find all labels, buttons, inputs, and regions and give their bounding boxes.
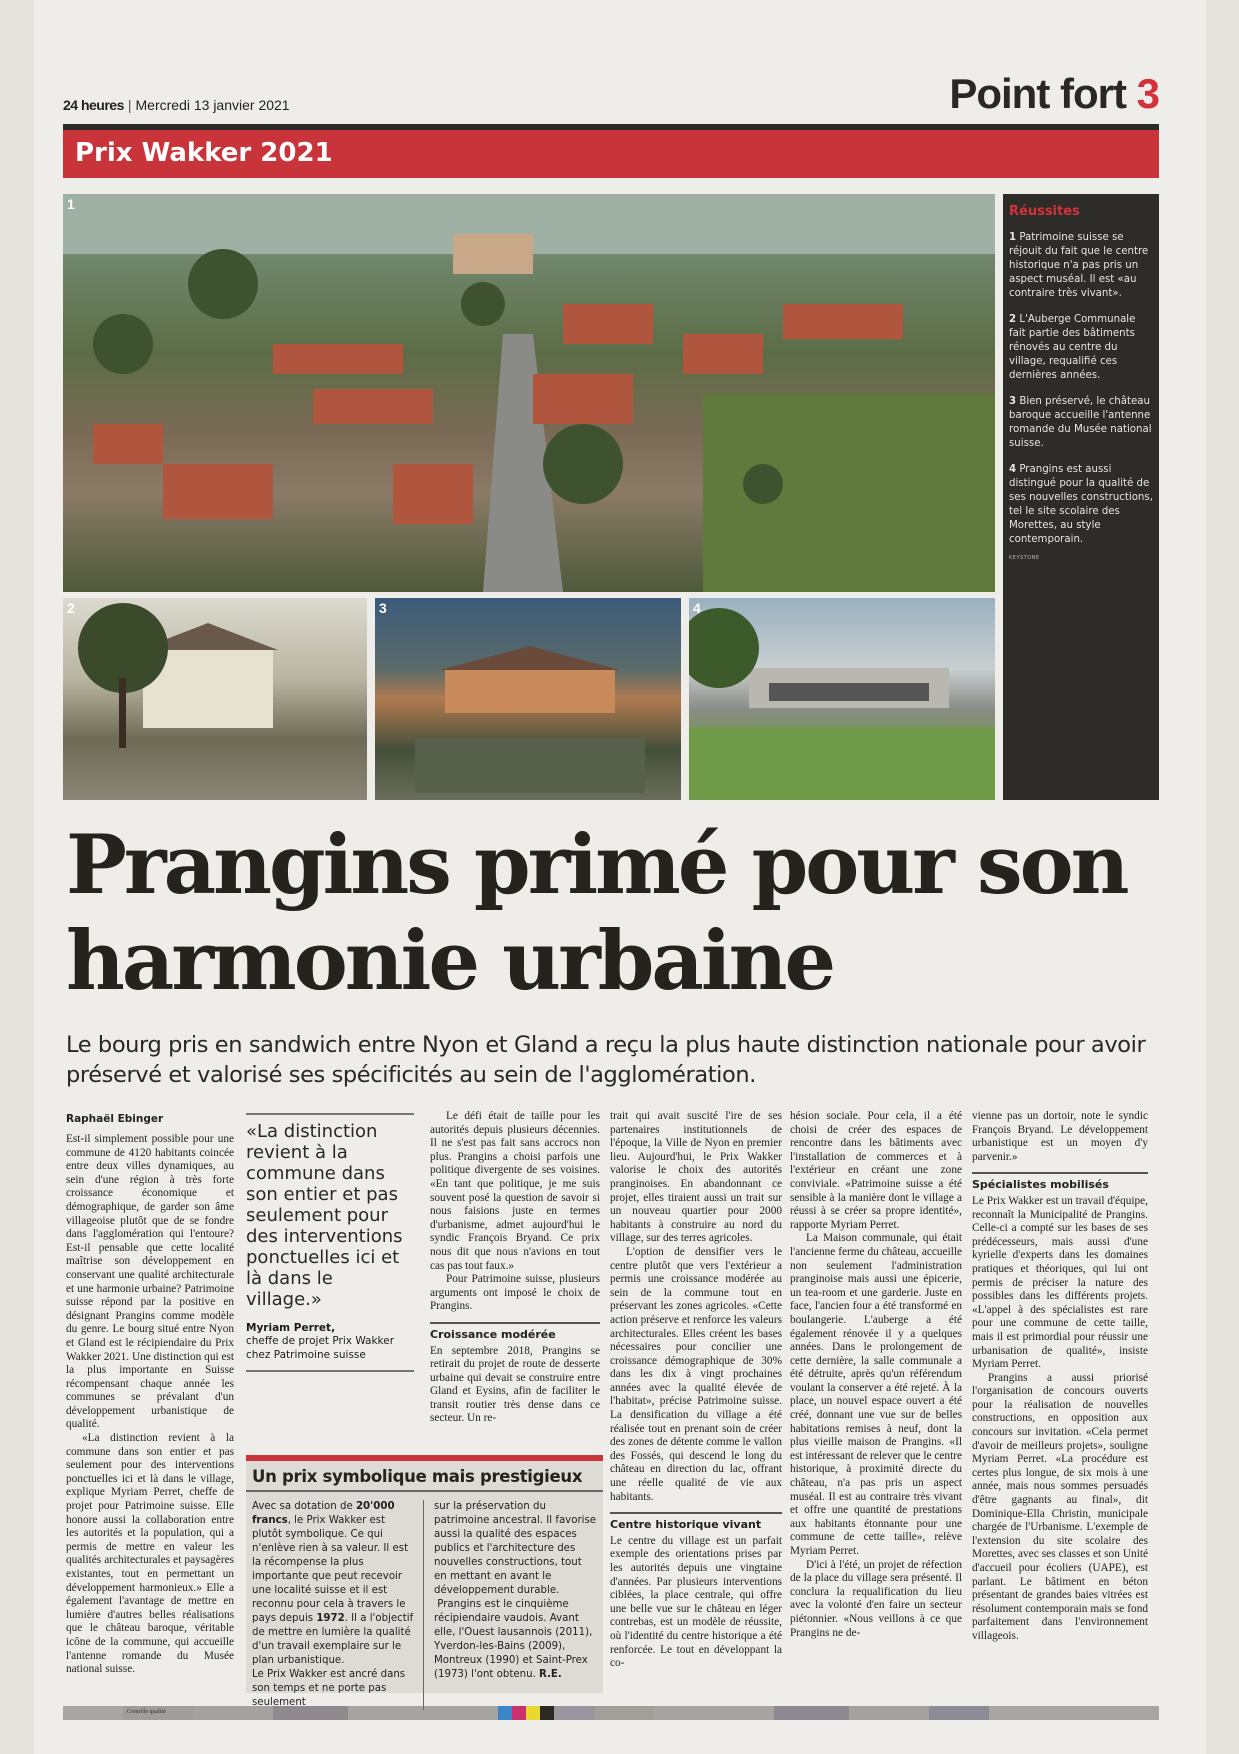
photo-number: 4	[693, 600, 701, 616]
chateau	[453, 234, 533, 274]
paragraph: D'ici à l'été, un projet de réfection de la place du village sera présenté. Il conclura la requalification du lieu avec la volonté d'en faire un secteur piétonnier. «Nous veillons à ce que Prangins ne de-	[790, 1558, 962, 1639]
item-text: Patrimoine suisse se réjouit du fait que le centre historique n'a pas pris un aspect muséal. Il est «au contraire très vivant».	[1009, 232, 1149, 299]
box-amount: 20'000 francs	[252, 1501, 395, 1526]
item-number: 2	[1009, 314, 1017, 325]
issue-date: Mercredi 13 janvier 2021	[135, 97, 290, 113]
paragraph: «La distinction revient à la commune dans son entier et pas seulement pour des interventions ponctuelles ici et là dans le village, explique Myriam Perret, cheffe de projet pour Patrimoine suisse. Elle honore aussi la collaboration entre les autorités et la population, qui a permis de mettre en valeur les qualités architecturales et paysagères existantes, tout en permettant un développement harmonieux.» Elle a également l'avantage de mettre en lumière d'autres belles réalisations que le château baroque, véritable icône de la commune, qui accueille l'antenne romande du Musée national suisse.	[66, 1432, 234, 1676]
headline: Prangins primé pour son harmonie urbaine	[66, 818, 1127, 1009]
photo-number: 2	[67, 600, 75, 616]
strip-segment	[654, 1706, 774, 1720]
aerial-illustration	[63, 194, 995, 592]
tree	[689, 608, 759, 688]
paragraph: Le centre du village est un parfait exemple des orientations prises par les autorités depuis une vingtaine d'années. Par plusieurs interventions ciblées, la place centrale, qui offre une belle vue sur le château en léger contrebas, est un modèle de réussite, où l'identité du centre historique a été renforcée. Le tout en développant la co-	[610, 1534, 782, 1670]
box-text: Le Prix Wakker est ancré dans son temps et ne porte pas seulement	[252, 1669, 406, 1708]
box-column-right	[434, 1500, 597, 1710]
box-column-left	[252, 1500, 424, 1710]
strip-segment	[929, 1706, 989, 1720]
column-3	[430, 1110, 600, 1426]
sidebar-item	[1009, 313, 1153, 383]
school-illustration	[689, 598, 995, 800]
box-year: 1972	[316, 1613, 345, 1624]
byline: Raphaël Ebinger	[66, 1113, 164, 1125]
chateau-illustration	[375, 598, 681, 800]
box-text: , le Prix Wakker est plutôt symbolique. Ce qui n'enlève rien à sa valeur. Il est la récompense la plus importante que peut recevoir une localité suisse et il est reconnu pour cela à travers le pays depuis	[252, 1515, 409, 1624]
page-number: 3	[1136, 70, 1159, 117]
photo-aerial-village	[63, 194, 995, 592]
photo-auberge	[63, 598, 367, 800]
item-number: 4	[1009, 464, 1017, 475]
chateau-roof	[440, 646, 620, 670]
column-4	[610, 1110, 782, 1671]
section-title	[949, 70, 1159, 118]
item-text: L'Auberge Communale fait partie des bâtiments rénovés au centre du village, requalifié ces dernières années.	[1009, 314, 1136, 381]
item-number: 3	[1009, 396, 1017, 407]
photo-credit: KEYSTONE	[1009, 555, 1040, 561]
item-number: 1	[1009, 232, 1017, 243]
box-text: . Il a l'objectif de mettre en lumière la qualité d'un travail exemplaire sur le plan urbanistique.	[252, 1613, 414, 1666]
garden	[415, 738, 645, 793]
section-name: Point fort	[949, 70, 1126, 117]
quote-role: cheffe de projet Prix Wakker chez Patrimoine suisse	[246, 1335, 395, 1361]
control-label: Contrôle qualité	[123, 1706, 193, 1720]
photo-chateau	[375, 598, 681, 800]
color-control-strip	[63, 1706, 1159, 1720]
strip-segment	[849, 1706, 929, 1720]
photo-number: 1	[67, 196, 75, 212]
sidebar-title: Réussites	[1009, 204, 1080, 219]
paragraph: En septembre 2018, Prangins se retirait du projet de route de desserte urbaine qui devait se construire entre Gland et Eysins, afin de faciliter le transit routier très dense dans ce secteur. Un re-	[430, 1344, 600, 1425]
paragraph: trait qui avait suscité l'ire de ses partenaires institutionnels de l'époque, la Ville de Nyon en premier lieu. Aujourd'hui, le Prix Wakker valorise le choix des autorités pranginoises. En abandonnant ce projet, elles tiraient aussi un trait sur un nouveau quartier pour 2000 habitants à construire au nord du village, sur des terres agricoles.	[610, 1110, 782, 1245]
chateau-facade	[445, 668, 615, 713]
sidebar-item	[1009, 231, 1153, 301]
school-windows	[769, 683, 929, 701]
paragraph: La Maison communale, qui était l'ancienne ferme du château, accueille non seulement l'administration pranginoise mais aussi une épicerie, un tea-room et une garderie. Juste en face, l'ancien four a été transformé en boulangerie. L'auberge a été également rénovée il y a quelques années. Dans le prolongement de cette dernière, la salle communale a été détruite, après qu'un référendum voulant la conserver a été rejeté. À la place, un nouvel espace ouvert a été créé, donnant une vue sur de belles habitations remises à neuf, dont la plus vieille maison de Prangins. «Il est intéressant de relever que le centre historique, à proximité directe du château, n'a pas pris un aspect muséal. Il est au contraire très vivant et offre une quantité de prestations aux habitants étonnante pour une commune de cette taille», relève Myriam Perret.	[790, 1232, 962, 1557]
paragraph: Le défi était de taille pour les autorités depuis plusieurs décennies. Il ne s'est pas fait sans accrocs non plus. Prangins a choisi parfois une politique divergente de ses voisines. «En tant que politique, je me suis souvent posé la question de savoir si nous faisions juste en termes d'urbanisme, admet aujourd'hui le syndic François Bryand. Ce prix nous dit que nous n'avions en tout cas pas tout faux.»	[430, 1110, 600, 1272]
paragraph: L'option de densifier vers le centre plutôt que vers l'extérieur a permis une croissance modérée au sein de la commune tout en préservant les zones agricoles. «Cette action préserve et renforce les valeurs architecturales. Elles créent les bases nécessaires pour concilier une croissance démographique de 30% dans les dix à vingt prochaines années avec la qualité élevée de l'habitat», précise Patrimoine suisse. La densification du village a été réalisée tout en prenant soin de créer des zones de détente comme le vallon des Fossés, qui descend le long du château en direction du lac, offrant une réelle qualité de vie aux habitants.	[610, 1245, 782, 1503]
sidebar-item	[1009, 395, 1153, 451]
strip-segment	[594, 1706, 654, 1720]
paragraph: Le Prix Wakker est un travail d'équipe, reconnaît la Municipalité de Prangins. Celle-ci a compté sur les bases de ses prédécesseurs, mais aussi d'une kyrielle d'experts dans les domaines pratiques et théoriques, qui lui ont permis de préciser la nature des possibles dans les différents projets. «L'appel à des spécialistes est rare pour une commune de cette taille, mais il est primordial pour réussir une urbanisation de qualité», insiste Myriam Perret.	[972, 1194, 1148, 1371]
photo-morettes-school	[689, 598, 995, 800]
kicker-band	[63, 130, 1159, 178]
item-text: Prangins est aussi distingué pour la qualité de ses nouvelles constructions, tel le site scolaire des Morettes, au style contemporain.	[1009, 464, 1153, 545]
item-text: Bien préservé, le château baroque accueille l'antenne romande du Musée national suisse.	[1009, 396, 1152, 449]
box-text: sur la préservation du patrimoine ancestral. Il favorise aussi la qualité des espaces publics et l'architecture des nouvelles constructions, tout en mettant en avant le développement durable.	[434, 1501, 597, 1596]
photo-number: 3	[379, 600, 387, 616]
paragraph: hésion sociale. Pour cela, il a été choisi de créer des espaces de rencontre dans les bâtiments avec l'installation de commerces et à l'extérieur en créant une zone conviviale. «Patrimoine suisse a été sensible à la manière dont le village a réussi à se créer sa propre identité», rapporte Myriam Perret.	[790, 1110, 962, 1231]
lawn	[689, 728, 995, 800]
paragraph: Prangins a aussi priorisé l'organisation de concours ouverts pour la réalisation de nouvelles constructions, en opposition aux concours sur invitation. «Cela permet d'avoir de meilleurs projets», souligne Myriam Perret. «La procédure est certes plus longue, de six mois à une année, mais nous sommes persuadés d'être gagnants au final», dit Dominique-Ella Christin, municipale chargée de l'Urbanisme. L'exemple de l'extension du site scolaire des Morettes, avec ses classes et son Unité d'accueil pour écoliers (UAPE), est parlant. Le bâtiment en béton présentant de grandes baies vitrées est résolument contemporain mais se fond parfaitement dans l'environnement villageois.	[972, 1371, 1148, 1642]
column-6	[972, 1110, 1148, 1644]
auberge-illustration	[63, 598, 367, 800]
subhead-croissance: Croissance modérée	[430, 1322, 600, 1342]
deck: Le bourg pris en sandwich entre Nyon et Gland a reçu la plus haute distinction nationale pour avoir préservé et valorisé ses spécificités au sein de l'agglomération.	[66, 1032, 1146, 1088]
subhead-specialistes: Spécialistes mobilisés	[972, 1172, 1148, 1192]
paragraph: vienne pas un dortoir, note le syndic François Bryand. Le développement urbanistique est un moyen d'y parvenir.»	[972, 1110, 1148, 1163]
quote-text: «La distinction revient à la commune dans son entier et pas seulement pour des interventions ponctuelles ici et là dans le village.»	[246, 1121, 403, 1310]
masthead-separator: |	[127, 97, 132, 113]
column-1	[66, 1133, 234, 1677]
masthead	[63, 97, 290, 113]
subhead-centre: Centre historique vivant	[610, 1512, 782, 1532]
strip-segment	[63, 1706, 123, 1720]
paragraph: Est-il simplement possible pour une commune de 4120 habitants coincée entre deux villes dynamiques, au sein d'une région à très forte croissance économique et démographique, de garder son âme villageoise plutôt que de se fondre dans l'agglomération qui l'entoure? Est-il pensable que cette localité maîtrise son développement en conservant une qualité architecturale et une harmonie urbaine? Patrimoine suisse répond par la positive en désignant Prangins comme modèle du genre. Le bourg situé entre Nyon et Gland est le récipiendaire du Prix Wakker 2021. Une distinction qui est la plus importante en Suisse récompensant chaque année les communes se prévalant d'un développement urbanistique de qualité.	[66, 1133, 234, 1431]
box-text: Prangins est le cinquième récipiendaire vaudois. Avant elle, l'Ouest lausannois (2011), Yverdon-les-Bains (2009), Montreux (1990) et Saint-Prex (1973) l'ont obtenu.	[434, 1599, 593, 1680]
box-text: Avec sa dotation de	[252, 1501, 356, 1512]
sidebar-item	[1009, 463, 1153, 547]
trunk	[119, 678, 126, 748]
quote-author: Myriam Perret,	[246, 1322, 336, 1334]
paragraph: Pour Patrimoine suisse, plusieurs arguments ont imposé le choix de Prangins.	[430, 1273, 600, 1313]
sidebar-reussites	[1003, 194, 1159, 800]
box-signature: R.E.	[539, 1669, 562, 1680]
strip-segment	[774, 1706, 849, 1720]
box-title: Un prix symbolique mais prestigieux	[246, 1461, 603, 1492]
kicker-title: Prix Wakker 2021	[75, 138, 333, 168]
column-5	[790, 1110, 962, 1640]
info-box	[246, 1455, 603, 1708]
paper-name: 24 heures	[63, 97, 124, 113]
strip-segment	[989, 1706, 1159, 1720]
pull-quote	[246, 1113, 414, 1372]
